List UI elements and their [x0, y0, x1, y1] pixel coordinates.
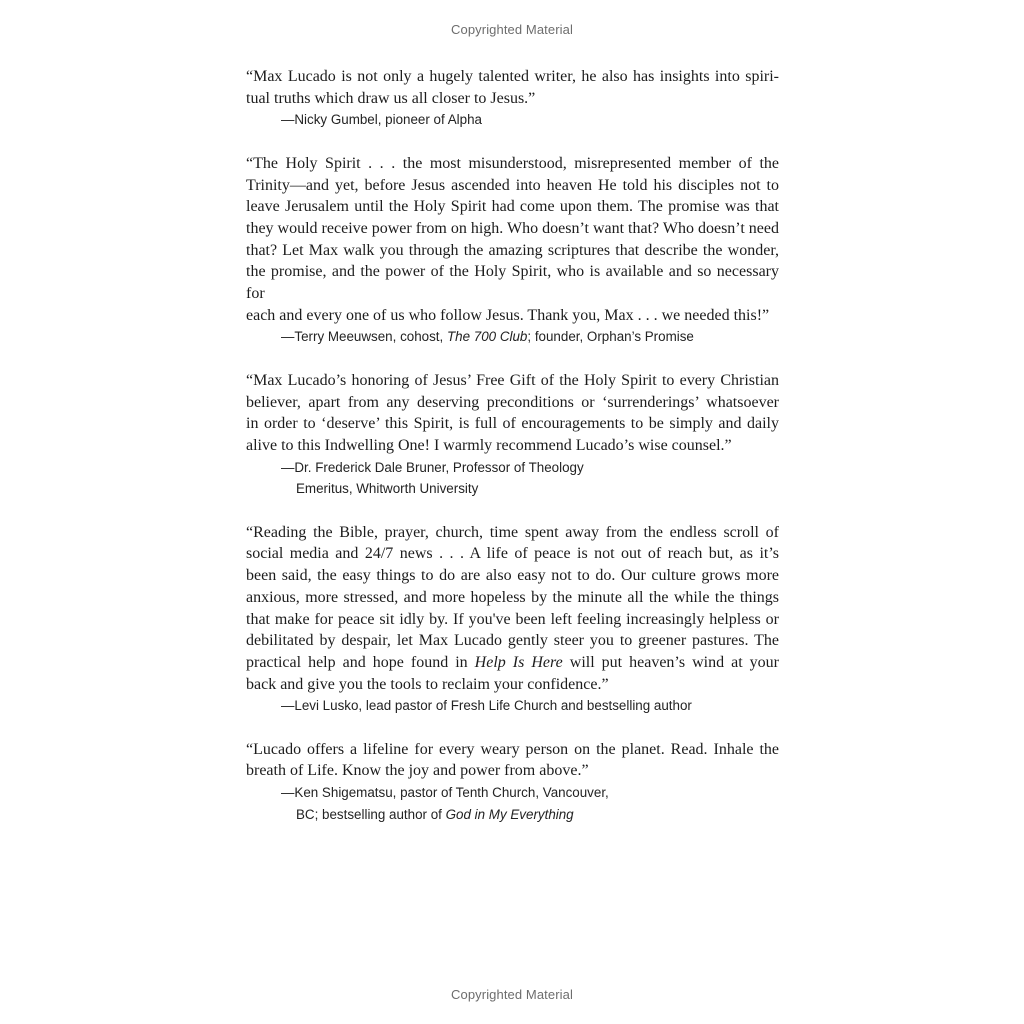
- quote-line: “Reading the Bible, prayer, church, time spent away from the endless scroll of: [246, 523, 779, 541]
- attribution-text: BC; bestselling author of: [296, 806, 446, 822]
- quote-line: leave Jerusalem until the Holy Spirit had come upon them. The promise was that: [246, 198, 779, 216]
- endorsements-page: [246, 66, 779, 826]
- quote-line: Trinity—and yet, before Jesus ascended into heaven He told his disciples not to: [246, 176, 779, 194]
- attribution-line: [281, 804, 779, 826]
- quote-text: practical help and hope found in: [246, 653, 475, 671]
- attribution-title: The 700 Club: [446, 329, 528, 345]
- endorsement-quote: [246, 66, 779, 109]
- endorsement-quote: [246, 522, 779, 696]
- attribution-line: —Ken Shigematsu, pastor of Tenth Church, Vancouver,: [281, 785, 609, 801]
- quote-line: believer, apart from any deserving preconditions or ‘surrenderings’ whatsoever: [246, 393, 779, 411]
- quote-line: alive to this Indwelling One! I warmly recommend Lucado’s wise counsel.”: [246, 436, 732, 454]
- quote-line: that? Let Max walk you through the amazing scriptures that describe the wonder,: [246, 241, 779, 259]
- watermark-bottom: Copyrighted Material: [451, 987, 573, 1002]
- quote-line: breath of Life. Know the joy and power from above.”: [246, 762, 589, 780]
- quote-line: “Max Lucado’s honoring of Jesus’ Free Gift of the Holy Spirit to every Christian: [246, 371, 779, 389]
- quote-line: debilitated by despair, let Max Lucado gently steer you to greener pastures. The: [246, 632, 779, 650]
- book-title: God in My Everything: [445, 806, 574, 822]
- quote-line: in order to ‘deserve’ this Spirit, is full of encouragements to be simply and daily: [246, 415, 779, 433]
- endorsement-attribution: [246, 326, 779, 348]
- endorsement-meeuwsen: [246, 153, 779, 348]
- endorsement-gumbel: [246, 66, 779, 131]
- quote-line: back and give you the tools to reclaim your confidence.”: [246, 675, 609, 693]
- quote-line: “The Holy Spirit . . . the most misunderstood, misrepresented member of the: [246, 154, 779, 172]
- endorsement-quote: [246, 739, 779, 782]
- endorsement-attribution: —Nicky Gumbel, pioneer of Alpha: [281, 112, 482, 128]
- endorsement-lusko: [246, 522, 779, 717]
- quote-line: social media and 24/7 news . . . A life of peace is not out of reach but, as it’s: [246, 545, 779, 563]
- endorsement-quote: [246, 153, 779, 327]
- watermark-top: Copyrighted Material: [451, 22, 573, 37]
- endorsement-attribution: [246, 782, 779, 825]
- endorsement-bruner: [246, 370, 779, 500]
- quote-line: the promise, and the power of the Holy Spirit, who is available and so necessary for: [246, 263, 779, 303]
- quote-line: “Lucado offers a lifeline for every weary person on the planet. Read. Inhale the: [246, 740, 779, 758]
- endorsement-attribution: [246, 457, 779, 500]
- endorsement-attribution: —Levi Lusko, lead pastor of Fresh Life Church and bestselling author: [281, 698, 692, 714]
- quote-line: tual truths which draw us all closer to Jesus.”: [246, 89, 536, 107]
- quote-line: they would receive power from on high. Who doesn’t want that? Who doesn’t need: [246, 219, 779, 237]
- quote-line: that make for peace sit idly by. If you've been left feeling increasingly helpless or: [246, 610, 779, 628]
- quote-line: anxious, more stressed, and more hopeless by the minute all the while the things: [246, 588, 779, 606]
- endorsement-quote: [246, 370, 779, 457]
- endorsement-shigematsu: [246, 739, 779, 826]
- quote-line: each and every one of us who follow Jesus. Thank you, Max . . . we needed this!”: [246, 306, 770, 324]
- attribution-text: ; founder, Orphan’s Promise: [527, 329, 694, 345]
- attribution-line: Emeritus, Whitworth University: [296, 481, 479, 497]
- quote-line: been said, the easy things to do are also easy not to do. Our culture grows more: [246, 567, 779, 585]
- attribution-line: —Dr. Frederick Dale Bruner, Professor of Theology: [281, 459, 584, 475]
- book-title: Help Is Here: [474, 653, 563, 671]
- quote-line: [246, 652, 779, 674]
- quote-text: will put heaven’s wind at your: [562, 653, 780, 671]
- attribution-text: —Terry Meeuwsen, cohost,: [281, 329, 447, 345]
- quote-line: “Max Lucado is not only a hugely talented writer, he also has insights into spiri-: [246, 68, 779, 85]
